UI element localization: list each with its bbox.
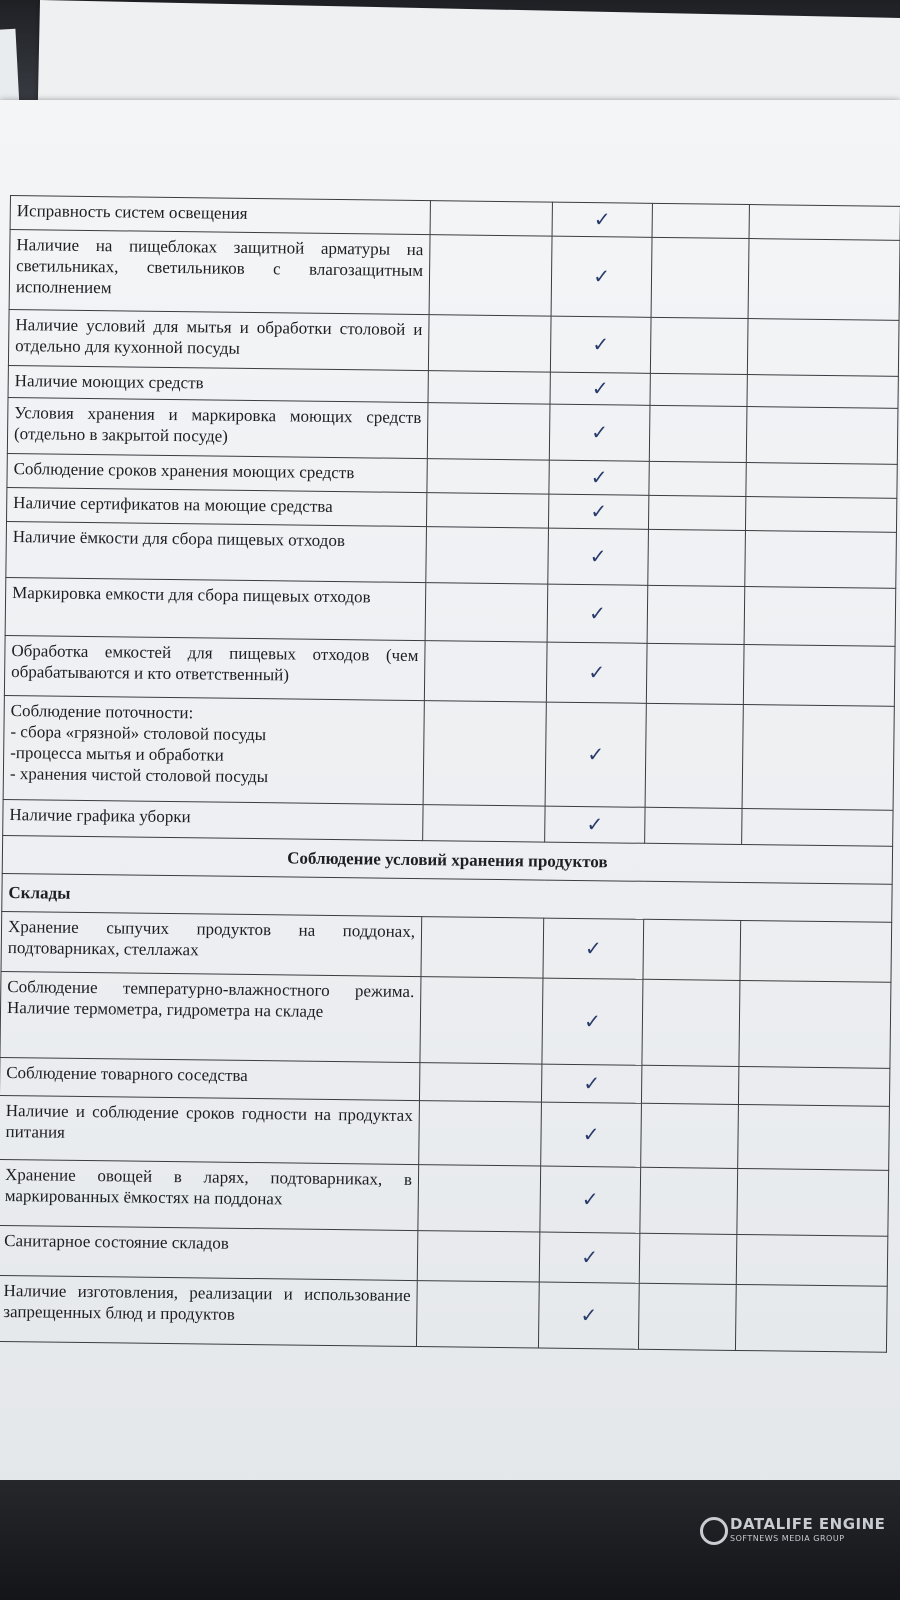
- empty-cell: [742, 704, 894, 810]
- criterion-text: Наличие ёмкости для сбора пищевых отходов: [6, 521, 427, 582]
- checkmark-icon: ✓: [547, 584, 648, 643]
- checklist-row: [0, 1159, 889, 1236]
- empty-cell: [742, 808, 893, 846]
- criterion-text: Наличие условий для мытья и обработки столовой и отдельно для кухонной посуды: [8, 309, 429, 370]
- checkmark-icon: ✓: [545, 806, 645, 843]
- empty-cell: [429, 235, 552, 316]
- empty-cell: [650, 317, 748, 374]
- empty-cell: [650, 373, 747, 406]
- checkmark-icon: ✓: [540, 1166, 641, 1233]
- empty-cell: [419, 1063, 541, 1102]
- criterion-text: Обработка емкостей для пищевых отходов (чем обрабатываются и кто ответственный): [4, 635, 425, 700]
- empty-cell: [745, 531, 897, 589]
- empty-cell: [746, 407, 898, 465]
- checklist-row: [0, 1095, 889, 1170]
- empty-cell: [738, 1104, 890, 1170]
- empty-cell: [647, 585, 745, 644]
- flow-line: Соблюдение поточности:: [10, 701, 194, 723]
- empty-cell: [735, 1284, 887, 1352]
- checklist-row: [1, 911, 892, 982]
- checkmark-icon: ✓: [545, 702, 646, 807]
- criterion-text: Наличие на пищеблоках защитной арматуры на светильниках, светильников с влагозащитным исполнением: [9, 230, 430, 315]
- criterion-text: Соблюдение температурно-влажностного режима. Наличие термометра, гидрометра на складе: [0, 971, 421, 1062]
- criterion-text: Маркировка емкости для сбора пищевых отходов: [5, 577, 426, 640]
- criterion-text: [3, 695, 424, 804]
- checkmark-icon: ✓: [550, 372, 650, 405]
- watermark-title: DATALIFE ENGINE: [730, 1515, 886, 1533]
- empty-cell: [423, 805, 545, 842]
- checkmark-icon: ✓: [541, 1102, 642, 1167]
- checkmark-icon: ✓: [543, 918, 644, 979]
- empty-cell: [743, 645, 895, 707]
- checkmark-icon: ✓: [548, 528, 649, 585]
- checkmark-icon: ✓: [541, 1064, 641, 1103]
- empty-cell: [423, 701, 546, 806]
- empty-cell: [643, 919, 741, 980]
- empty-cell: [420, 977, 543, 1064]
- empty-cell: [739, 980, 891, 1068]
- checklist-sheet: [0, 195, 900, 1353]
- empty-cell: [640, 1167, 738, 1234]
- empty-cell: [651, 237, 749, 318]
- checkmark-icon: ✓: [551, 236, 652, 317]
- empty-cell: [738, 1066, 889, 1106]
- subsection-title: Склады: [2, 873, 892, 922]
- empty-cell: [648, 495, 745, 530]
- empty-cell: [416, 1281, 539, 1348]
- watermark-subtitle: SOFTNEWS MEDIA GROUP: [730, 1534, 845, 1543]
- empty-cell: [748, 239, 900, 321]
- empty-cell: [428, 315, 551, 372]
- flow-line: - сбора «грязной» столовой посуды: [10, 722, 267, 745]
- checkmark-icon: ✓: [549, 404, 650, 461]
- empty-cell: [426, 493, 548, 528]
- empty-cell: [427, 459, 549, 494]
- flow-line: -процесса мытья и обработки: [10, 743, 224, 765]
- empty-cell: [648, 529, 746, 586]
- criterion-text: Хранение сыпучих продуктов на поддонах, подтоварниках, стеллажах: [1, 911, 422, 976]
- checklist-row: [5, 577, 896, 646]
- empty-cell: [736, 1234, 888, 1286]
- empty-cell: [649, 405, 747, 462]
- checklist-row: [0, 1275, 887, 1352]
- empty-cell: [424, 641, 547, 702]
- criterion-text: Исправность систем освещения: [10, 196, 430, 235]
- checkmark-icon: ✓: [538, 1282, 639, 1349]
- empty-cell: [652, 203, 749, 238]
- empty-cell: [749, 205, 900, 241]
- empty-cell: [645, 703, 743, 808]
- checkmark-icon: ✓: [542, 978, 643, 1065]
- checklist-table: [0, 195, 900, 1353]
- criterion-text: Соблюдение товарного соседства: [0, 1057, 420, 1100]
- datalife-logo-icon: [700, 1517, 728, 1545]
- empty-cell: [747, 375, 898, 409]
- criterion-text: Санитарное состояние складов: [0, 1225, 418, 1280]
- criterion-text: Хранение овощей в ларях, подтоварниках, в маркированных ёмкостях на поддонах: [0, 1159, 419, 1230]
- checkmark-icon: ✓: [546, 642, 647, 703]
- empty-cell: [428, 371, 550, 404]
- criterion-text: Соблюдение сроков хранения моющих средств: [7, 453, 427, 492]
- section-title: Соблюдение условий хранения продуктов: [2, 835, 892, 884]
- flow-line: - хранения чистой столовой посуды: [9, 764, 269, 787]
- empty-cell: [744, 587, 896, 647]
- empty-cell: [638, 1283, 736, 1350]
- empty-cell: [641, 1103, 739, 1168]
- empty-cell: [639, 1233, 737, 1284]
- checkmark-icon: ✓: [550, 316, 651, 373]
- empty-cell: [419, 1101, 542, 1166]
- empty-cell: [746, 463, 897, 499]
- empty-cell: [747, 319, 899, 377]
- criterion-text: Наличие и соблюдение сроков годности на продуктах питания: [0, 1095, 419, 1164]
- criterion-text: Наличие моющих средств: [8, 365, 428, 402]
- checkmark-icon: ✓: [552, 202, 652, 237]
- criterion-text: Наличие изготовления, реализации и использование запрещенных блюд и продуктов: [0, 1275, 417, 1346]
- empty-cell: [642, 979, 740, 1066]
- empty-cell: [645, 807, 742, 844]
- empty-cell: [421, 917, 544, 978]
- checkmark-icon: ✓: [539, 1232, 640, 1283]
- empty-cell: [418, 1165, 541, 1232]
- criterion-text: Условия хранения и маркировка моющих средств (отдельно в закрытой посуде): [7, 397, 428, 458]
- empty-cell: [425, 583, 548, 642]
- checklist-row: [9, 230, 900, 321]
- empty-cell: [417, 1231, 540, 1282]
- checklist-row: [4, 635, 895, 706]
- empty-cell: [426, 527, 549, 584]
- empty-cell: [641, 1065, 738, 1104]
- empty-cell: [646, 643, 744, 704]
- checkmark-icon: ✓: [549, 460, 649, 495]
- empty-cell: [737, 1168, 889, 1236]
- criterion-text: Наличие сертификатов на моющие средства: [7, 487, 427, 526]
- empty-cell: [740, 920, 892, 982]
- empty-cell: [745, 497, 896, 533]
- checklist-row: [0, 971, 891, 1068]
- empty-cell: [430, 201, 552, 236]
- checklist-row: [3, 695, 894, 810]
- checkmark-icon: ✓: [548, 494, 648, 529]
- empty-cell: [427, 403, 550, 460]
- empty-cell: [649, 461, 746, 496]
- criterion-text: Наличие графика уборки: [3, 799, 423, 840]
